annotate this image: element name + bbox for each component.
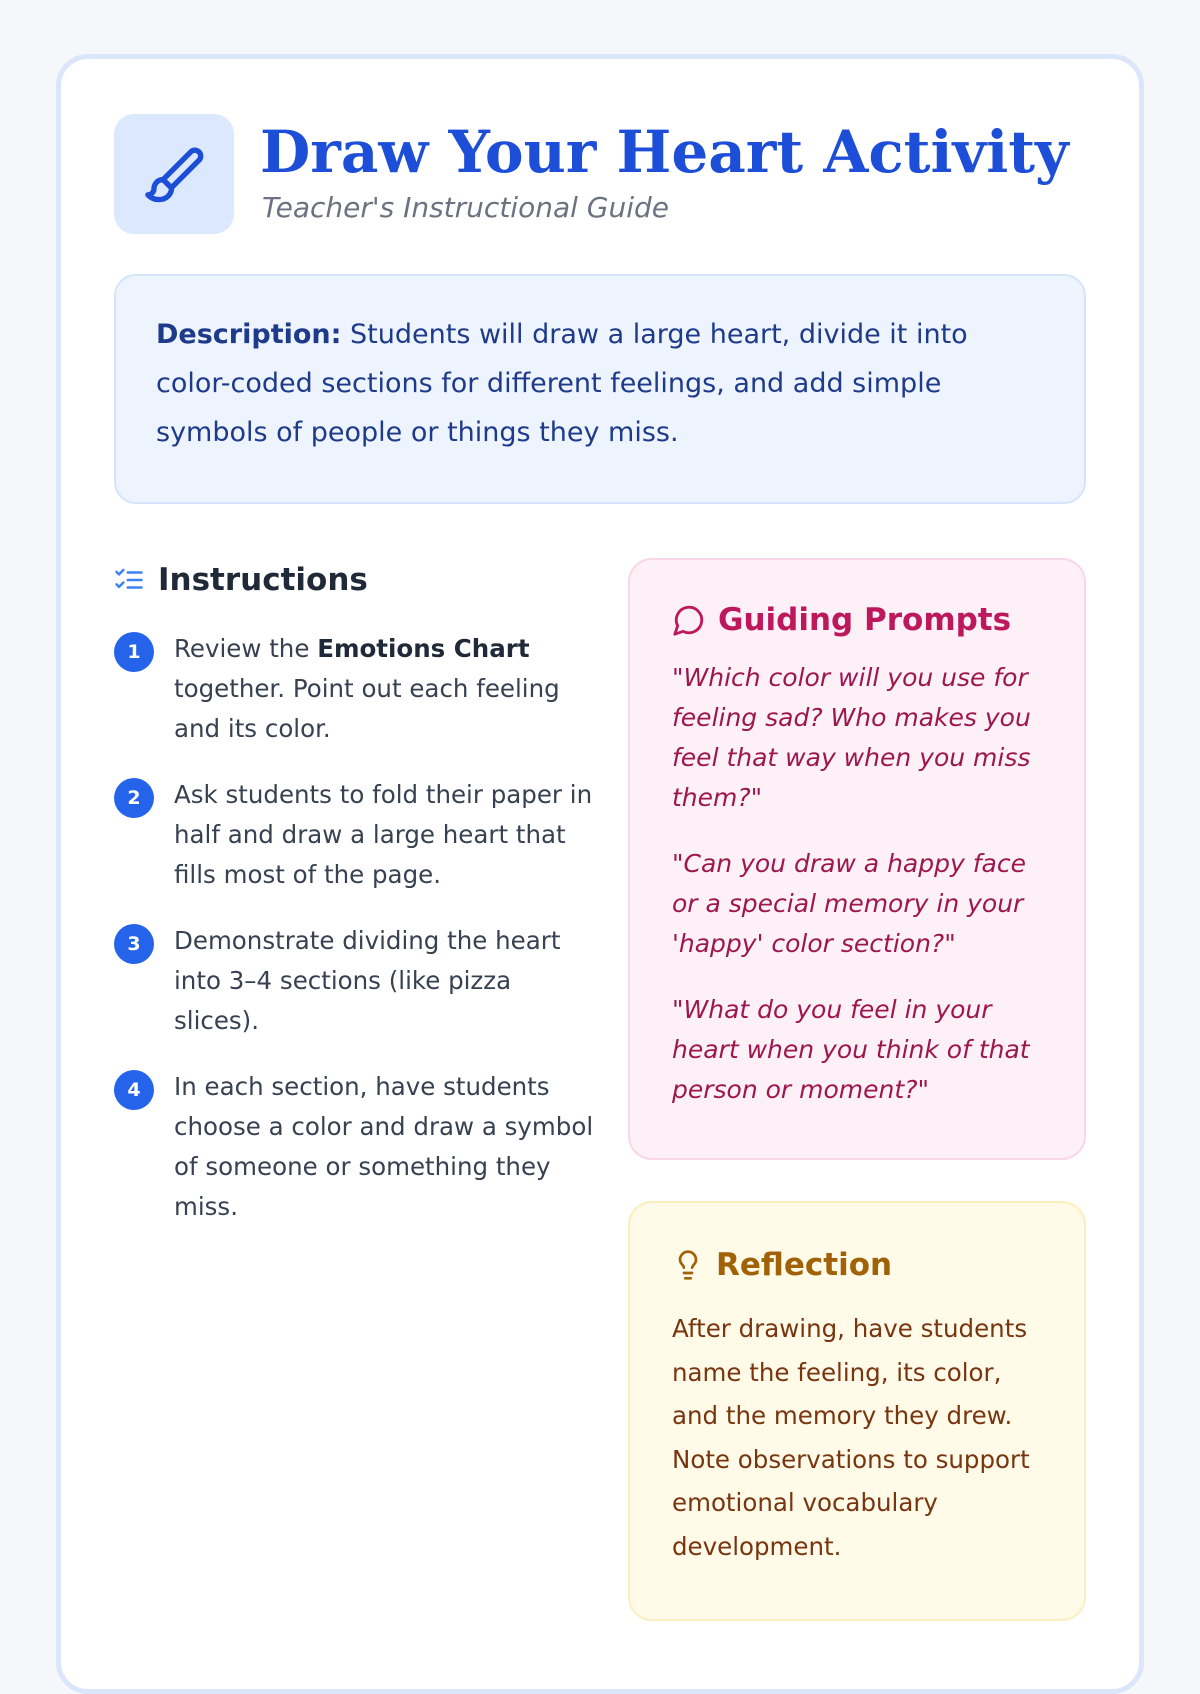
guiding-prompts-box: [628, 558, 1086, 1160]
instruction-step-4: [114, 1067, 594, 1227]
page-subtitle: Teacher's Instructional Guide: [262, 191, 670, 224]
guiding-prompts-heading-label: Guiding Prompts: [718, 602, 1012, 638]
step-text: Ask students to fold their paper in half and draw a large heart that fills most of the page.: [174, 780, 593, 889]
reflection-box: [628, 1201, 1086, 1621]
step-text: In each section, have students choose a color and draw a symbol of someone or something they miss.: [174, 1072, 594, 1221]
reflection-text: After drawing, have students name the feeling, its color, and the memory they drew. Note observations to support emotional vocabulary development.: [672, 1314, 1030, 1561]
guiding-prompts-heading: [672, 598, 1048, 642]
instructions-heading-label: Instructions: [158, 562, 368, 598]
description-label: Description:: [156, 319, 342, 350]
header-icon-box: [114, 114, 234, 234]
prompt-item: "What do you feel in your heart when you think of that person or moment?": [672, 995, 1030, 1104]
prompt-item: "Which color will you use for feeling sad? Who makes you feel that way when you miss them?": [672, 663, 1031, 812]
reflection-heading-label: Reflection: [716, 1247, 893, 1283]
checklist-icon: [114, 565, 144, 595]
step-text: Review the Emotions Chart together. Point out each feeling and its color.: [174, 634, 560, 743]
instructions-heading: [114, 558, 368, 602]
paintbrush-icon: [142, 142, 206, 206]
emotions-chart-label: Emotions Chart: [317, 634, 530, 663]
instruction-step-1: [114, 629, 594, 749]
step-text: Demonstrate dividing the heart into 3–4 sections (like pizza slices).: [174, 926, 561, 1035]
instruction-step-2: [114, 775, 594, 895]
instructions-list: [114, 629, 594, 1253]
prompt-item: "Can you draw a happy face or a special memory in your 'happy' color section?": [672, 849, 1026, 958]
step-number-badge: 2: [114, 778, 154, 818]
reflection-heading: [672, 1243, 1048, 1287]
step-number-badge: 4: [114, 1070, 154, 1110]
step-number-badge: 1: [114, 632, 154, 672]
lightbulb-icon: [672, 1249, 704, 1281]
description-text: Students will draw a large heart, divide it into color-coded sections for different feelings, and add simple symbols of people or things they miss.: [156, 319, 968, 448]
step-number-badge: 3: [114, 924, 154, 964]
instruction-step-3: [114, 921, 594, 1041]
description-box: [114, 274, 1086, 504]
speech-bubble-icon: [672, 603, 706, 637]
page-title: Draw Your Heart Activity: [260, 118, 1069, 186]
